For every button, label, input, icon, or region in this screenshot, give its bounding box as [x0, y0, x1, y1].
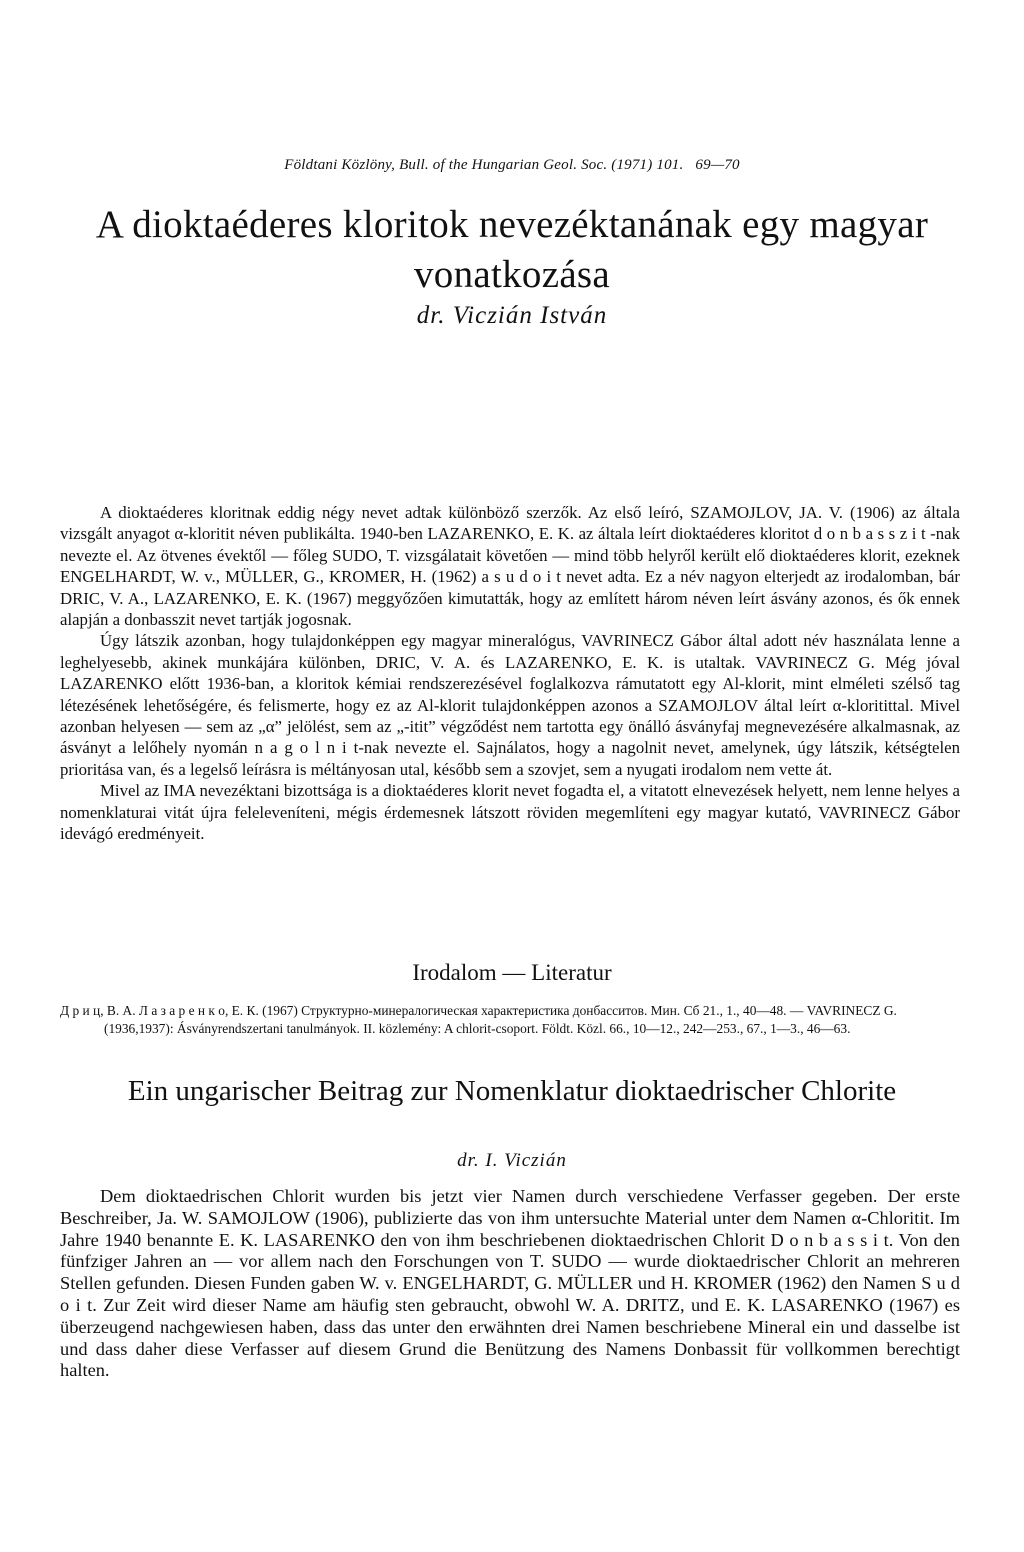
reference-item: Д р и ц, В. А. Л а з а р е н к о, Е. К. (1967) Структурно-минералогическая характеристика донбасситов. Мин. Сб 21., 1., 40—48. — VAVRINECZ G. (1936,1937): Ásványrendszertani tanulmányok. II. közlemény: A chlorit-csoport. Földt. Közl. 66., 10—12., 242—253., 67., 1—3., 46—63.	[60, 1003, 897, 1036]
references-heading: Irodalom — Literatur	[412, 960, 612, 985]
page-range: 69—70	[695, 157, 740, 173]
german-body	[60, 1186, 960, 1382]
article-author: dr. Viczián István	[416, 302, 608, 329]
body-paragraph: Dem dioktaedrischen Chlorit wurden bis jetzt vier Namen durch verschiedene Verfasser gegeben. Der erste Beschreiber, Ja. W. SAMOJLOW (1906), publizierte das von ihm untersuchte Material unter dem Namen α-Chloritit. Im Jahre 1940 benannte E. K. LASARENKO den von ihm beschriebenen dioktaedrischen Chlorit D o n b a s s i t. Von den fünfziger Jahren an — vor allem nach den Forschungen von T. SUDO — wurde dioktaedrischer Chlorit an mehreren Stellen gefunden. Diesen Funden gaben W. v. ENGELHARDT, G. MÜLLER und H. KROMER (1962) den Namen S u d o i t. Zur Zeit wird dieser Name am häufig sten gebraucht, obwohl W. A. DRITZ, und E. K. LASARENKO (1967) es überzeugend nachgewiesen haben, dass das unter den erwähnten drei Namen beschriebene Mineral ein und dasselbe ist und dass daher diese Verfasser auf diesem Grund die Benützung des Namens Donbassit für vollkommen berechtigt halten.	[60, 1186, 960, 1381]
body-paragraph: Úgy látszik azonban, hogy tulajdonképpen egy magyar mineralógus, VAVRINECZ Gábor által adott név használata lenne a leghelyesebb, akinek munkájára különben, DRIC, V. A. és LAZARENKO, E. K. is utaltak. VAVRINECZ G. Még jóval LAZARENKO előtt 1936-ban, a kloritok kémiai rendszerezésével foglalkozva rámutatott egy Al-klorit, mint elméleti szélső tag létezésének lehetőségére, és felismerte, hogy ez az Al-klorit tulajdonképpen azonos a SZAMOJLOV által leírt α-kloritittal. Mivel azonban helyesen — sem az „α” jelölést, sem az „-itit” végződést nem tartotta egy önálló ásványfaj megnevezésére alkalmasnak, az ásványt a lelőhely nyomán n a g o l n i t-nak nevezte el. Sajnálatos, hogy a nagolnit nevet, amelynek, úgy látszik, kétségtelen prioritása van, és a legelső leírásra is méltányosan utal, később sem a szovjet, sem a nyugati irodalom nem vette át.	[60, 631, 960, 779]
article-title: A dioktaéderes kloritok nevezéktanának egy magyar vonatkozása	[95, 203, 929, 296]
journal-header	[0, 157, 1024, 174]
body-paragraph: Mivel az IMA nevezéktani bizottsága is a dioktaéderes klorit nevet fogadta el, a vitatott elnevezések helyett, nem lenne helyes a nomenklaturai vitát újra feleleveníteni, mégis érdemesnek látszott röviden megemlíteni egy magyar kutató, VAVRINECZ Gábor idevágó eredményeit.	[60, 781, 960, 844]
body-paragraph: A dioktaéderes kloritnak eddig négy nevet adtak különböző szerzők. Az első leíró, SZAMOJLOV, JA. V. (1906) az általa vizsgált anyagot α-kloritit néven publikálta. 1940-ben LAZARENKO, E. K. az általa leírt dioktaéderes kloritot d o n b a s s z i t -nak nevezte el. Az ötvenes évektől — főleg SUDO, T. vizsgálatait követően — mind több helyről került elő dioktaéderes klorit, ezeknek ENGELHARDT, W. v., MÜLLER, G., KROMER, H. (1962) a s u d o i t nevet adta. Ez a név nagyon elterjedt az irodalomban, bár DRIC, V. A., LAZARENKO, E. K. (1967) meggyőzően kimutatták, hogy az említett három néven leírt ásvány azonos, és ők ennek alapján a donbasszit nevet tartják jogosnak.	[60, 503, 960, 630]
references-list	[60, 1002, 960, 1038]
journal-citation: Földtani Közlöny, Bull. of the Hungarian Geol. Soc. (1971) 101.	[284, 157, 684, 173]
german-title: Ein ungarischer Beitrag zur Nomenklatur dioktaedrischer Chlorite	[127, 1075, 897, 1107]
german-author: dr. I. Viczián	[457, 1150, 567, 1171]
hungarian-body	[60, 502, 960, 845]
